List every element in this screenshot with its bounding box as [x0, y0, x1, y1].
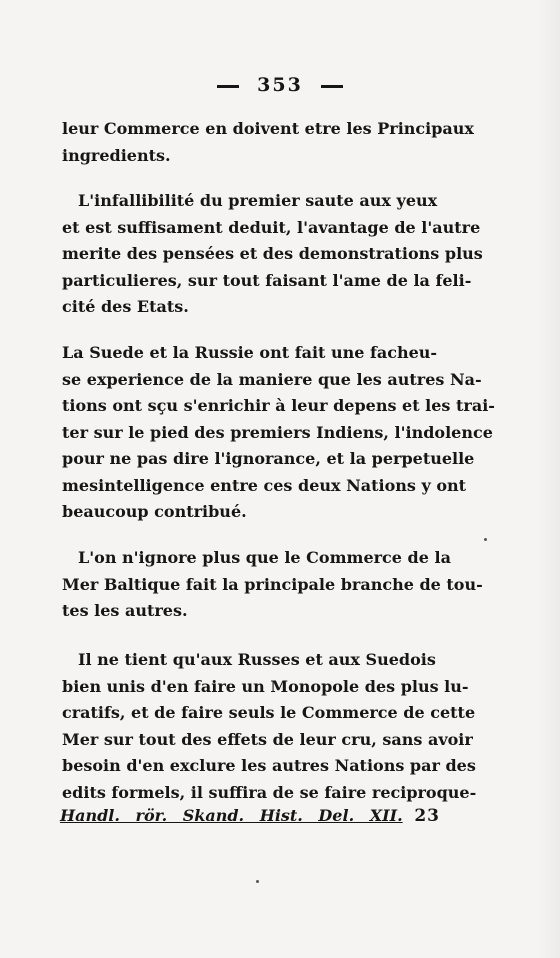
- ink-speck: [256, 880, 259, 883]
- paragraph-5: [62, 647, 477, 806]
- paragraph-1: [62, 116, 474, 169]
- text-line: L'infallibilité du premier saute aux yeux: [78, 191, 438, 210]
- text-line: L'on n'ignore plus que le Commerce de la: [78, 548, 451, 567]
- text-line: Mer Baltique fait la principale branche de tou-: [62, 574, 483, 594]
- text-line: edits formels, il suffira de se faire reciproque-: [62, 782, 477, 802]
- text-line: mesintelligence entre ces deux Nations y ont: [62, 475, 467, 495]
- text-line: ter sur le pied des premiers Indiens, l'indolence: [62, 422, 493, 442]
- paragraph-2: [62, 188, 483, 321]
- text-line: pour ne pas dire l'ignorance, et la perpetuelle: [62, 449, 475, 468]
- text-line: tions ont sçu s'enrichir à leur depens et les trai-: [62, 396, 495, 415]
- header-dash-left: [217, 85, 239, 88]
- page-edge-shadow: [538, 0, 560, 958]
- text-line: cratifs, et de faire seuls le Commerce de cette: [62, 703, 476, 722]
- ink-speck: [484, 538, 487, 541]
- text-line: besoin d'en exclure les autres Nations par des: [62, 756, 476, 775]
- paragraph-4: [62, 545, 483, 625]
- text-line: cité des Etats.: [62, 297, 189, 316]
- text-line: Mer sur tout des effets de leur cru, sans avoir: [62, 729, 473, 749]
- text-line: leur Commerce en doivent etre les Principaux: [62, 119, 474, 138]
- text-line: tes les autres.: [62, 601, 188, 620]
- text-line: particulieres, sur tout faisant l'ame de la feli-: [62, 270, 472, 290]
- text-line: ingredients.: [62, 145, 171, 165]
- text-line: La Suede et la Russie ont fait une facheu-: [62, 343, 438, 362]
- text-line: Il ne tient qu'aux Russes et aux Suedois: [78, 650, 436, 669]
- header-dash-right: [321, 85, 343, 88]
- text-line: bien unis d'en faire un Monopole des plus lu-: [62, 676, 469, 696]
- text-line: se experience de la maniere que les autres Na-: [62, 369, 482, 389]
- page-number: 353: [257, 74, 303, 96]
- paragraph-3: [62, 340, 495, 526]
- text-line: et est suffisament deduit, l'avantage de l'autre: [62, 217, 481, 237]
- page-footer: [60, 806, 440, 826]
- text-line: merite des pensées et des demonstrations plus: [62, 244, 483, 263]
- signature-mark: Handl. rör. Skand. Hist. Del. XII.: [60, 806, 403, 825]
- text-line: beaucoup contribué.: [62, 502, 247, 521]
- sheet-number: 23: [414, 806, 440, 826]
- page-header: [0, 74, 560, 96]
